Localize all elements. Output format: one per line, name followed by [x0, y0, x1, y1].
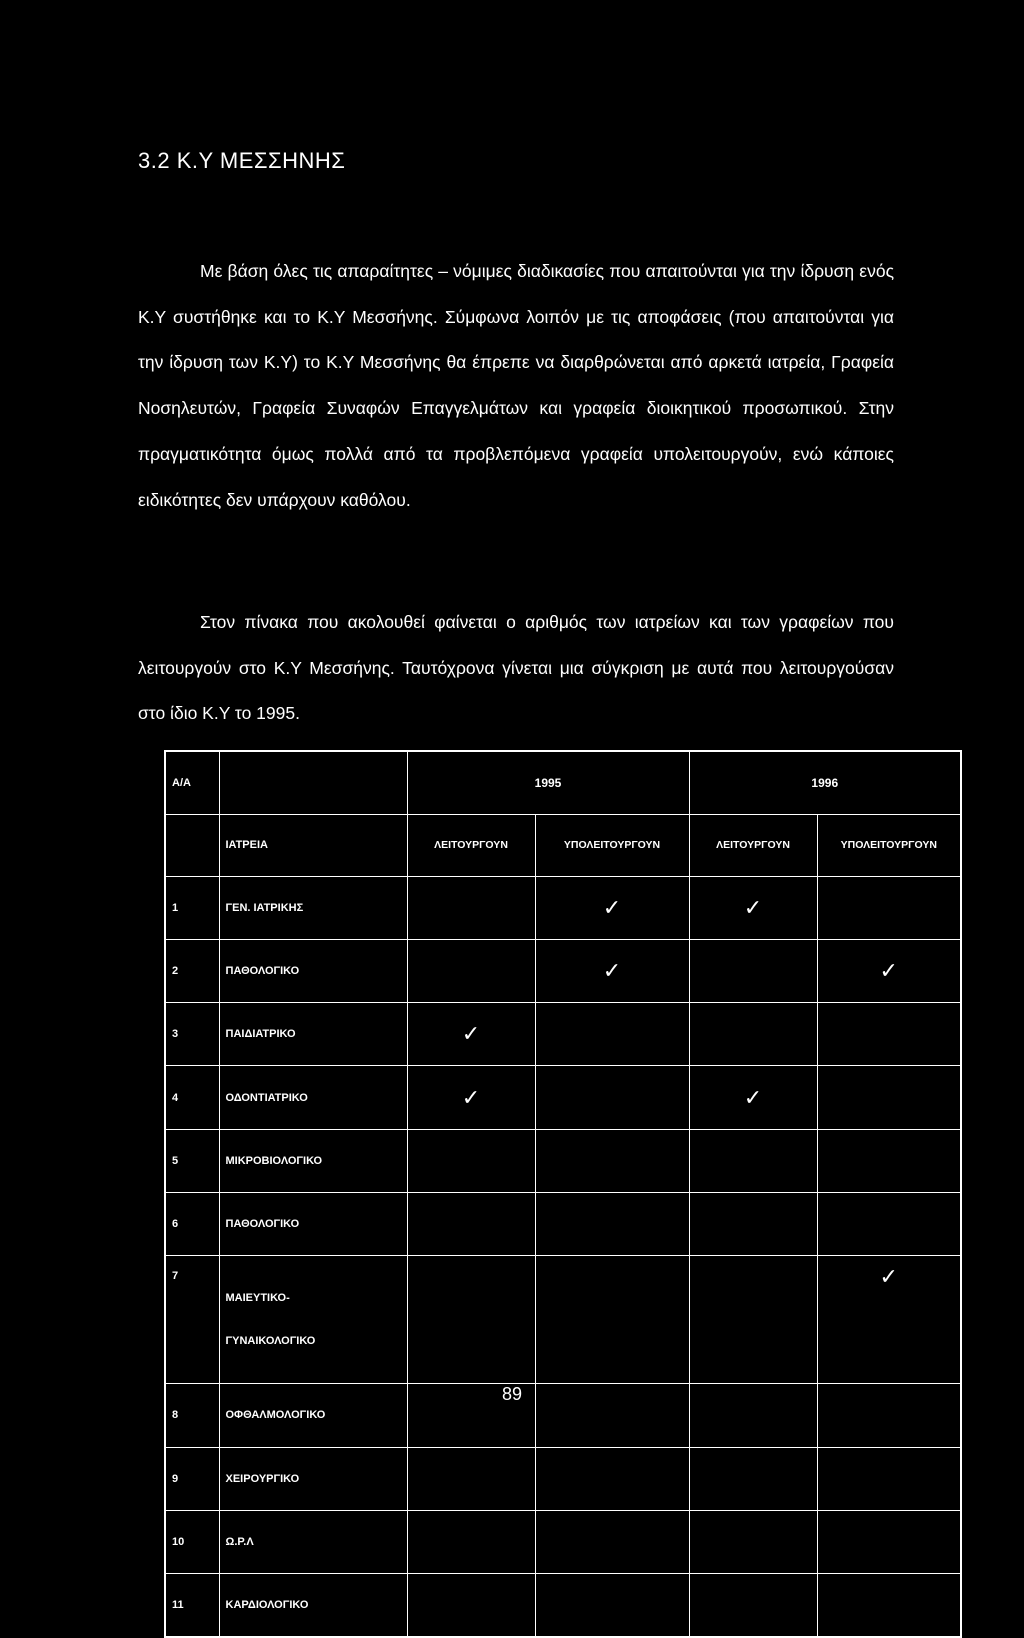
table-row: [165, 1447, 961, 1510]
year-1996-header: 1996: [689, 751, 961, 814]
clinic-name: Ω.Ρ.Λ: [219, 1510, 407, 1573]
clinic-name-line2: ΓΥΝΑΙΚΟΛΟΓΙΚΟ: [225, 1334, 316, 1347]
row-number: 10: [165, 1510, 219, 1573]
clinic-name: ΠΑΙΔΙΑΤΡΙΚΟ: [219, 1003, 407, 1066]
table-row: [165, 1003, 961, 1066]
mark-1995-functioning: [407, 876, 535, 939]
section-heading: 3.2 Κ.Υ ΜΕΣΣΗΝΗΣ: [138, 148, 346, 173]
mark-1996-functioning: [689, 1574, 817, 1637]
mark-1996-functioning: [689, 1256, 817, 1384]
mark-1996-underfunctioning: [817, 1129, 961, 1192]
mark-1995-functioning: [407, 939, 535, 1002]
mark-1996-underfunctioning: [817, 1003, 961, 1066]
mark-1995-functioning: ✓: [407, 1066, 535, 1129]
row-number: 7: [165, 1256, 219, 1384]
row-number: 5: [165, 1129, 219, 1192]
mark-1996-functioning: [689, 1447, 817, 1510]
table-row: [165, 939, 961, 1002]
header-empty-cell: [219, 751, 407, 814]
row-number: 1: [165, 876, 219, 939]
table-row: [165, 1574, 961, 1637]
mark-1996-functioning: [689, 939, 817, 1002]
mark-1996-underfunctioning: ✓: [817, 939, 961, 1002]
clinic-name: ΧΕΙΡΟΥΡΓΙΚΟ: [219, 1447, 407, 1510]
row-number: 2: [165, 939, 219, 1002]
mark-1995-underfunctioning: [535, 1066, 689, 1129]
clinic-name: ΚΑΡΔΙΟΛΟΓΙΚΟ: [219, 1574, 407, 1637]
table-row: [165, 1256, 961, 1384]
mark-1995-functioning: ✓: [407, 1003, 535, 1066]
mark-1995-underfunctioning: [535, 1193, 689, 1256]
mark-1996-underfunctioning: [817, 1510, 961, 1573]
clinic-name: ΟΔΟΝΤΙΑΤΡΙΚΟ: [219, 1066, 407, 1129]
table-row: [165, 1193, 961, 1256]
table-row: [165, 876, 961, 939]
page-number: 89: [501, 1384, 523, 1404]
table-row: [165, 1510, 961, 1573]
functioning-1995-header: ΛΕΙΤΟΥΡΓΟΥΝ: [407, 814, 535, 876]
year-1995-header: 1995: [407, 751, 689, 814]
row-number: 8: [165, 1384, 219, 1447]
mark-1995-underfunctioning: ✓: [535, 939, 689, 1002]
mark-1995-functioning: [407, 1129, 535, 1192]
clinic-name-line1: ΜΑΙΕΥΤΙΚΟ-: [225, 1291, 290, 1304]
mark-1996-functioning: [689, 1510, 817, 1573]
mark-1996-underfunctioning: [817, 1447, 961, 1510]
aa-header: Α/Α: [165, 751, 219, 814]
mark-1996-underfunctioning: [817, 1574, 961, 1637]
intro-paragraph: Με βάση όλες τις απαραίτητες – νόμιμες διαδικασίες που απαιτούνται για την ίδρυση ενός Κ.Υ συστήθηκε και το Κ.Υ Μεσσήνης. Σύμφωνα λοιπόν με τις αποφάσεις (που απαιτούνται για την ίδρυση των Κ.Υ) το Κ.Υ Μεσσήνης θα έπρεπε να διαρθρώνεται από αρκετά ιατρεία, Γραφεία Νοσηλευτών, Γραφεία Συναφών Επαγγελμάτων και γραφεία διοικητικού προσωπικού. Στην πραγματικότητα όμως πολλά από τα προβλεπόμενα γραφεία υπολειτουργούν, ενώ κάποιες ειδικότητες δεν υπάρχουν καθόλου.: [138, 261, 894, 510]
mark-1995-underfunctioning: ✓: [535, 876, 689, 939]
mark-1995-functioning: [407, 1193, 535, 1256]
mark-1996-underfunctioning: [817, 876, 961, 939]
table-row: [165, 1066, 961, 1129]
table-subheader-row: [165, 814, 961, 876]
mark-1995-underfunctioning: [535, 1129, 689, 1192]
subheader-empty-cell: [165, 814, 219, 876]
clinic-name: ΜΙΚΡΟΒΙΟΛΟΓΙΚΟ: [219, 1129, 407, 1192]
clinic-name: ΓΕΝ. ΙΑΤΡΙΚΗΣ: [219, 876, 407, 939]
row-number: 6: [165, 1193, 219, 1256]
table-intro-paragraph: Στον πίνακα που ακολουθεί φαίνεται ο αριθμός των ιατρείων και των γραφείων που λειτουργούν στο Κ.Υ Μεσσήνης. Ταυτόχρονα γίνεται μια σύγκριση με αυτά που λειτουργούσαν στο ίδιο Κ.Υ το 1995.: [138, 612, 894, 724]
mark-1996-functioning: [689, 1129, 817, 1192]
clinic-name: ΠΑΘΟΛΟΓΙΚΟ: [219, 939, 407, 1002]
table-body: [165, 876, 961, 1637]
mark-1996-functioning: ✓: [689, 1066, 817, 1129]
clinic-name: [219, 1256, 407, 1384]
mark-1996-underfunctioning: [817, 1193, 961, 1256]
mark-1995-functioning: [407, 1447, 535, 1510]
clinic-name: ΠΑΘΟΛΟΓΙΚΟ: [219, 1193, 407, 1256]
mark-1995-underfunctioning: [535, 1447, 689, 1510]
underfunctioning-1995-header: ΥΠΟΛΕΙΤΟΥΡΓΟΥΝ: [535, 814, 689, 876]
mark-1995-underfunctioning: [535, 1574, 689, 1637]
mark-1995-functioning: [407, 1574, 535, 1637]
row-number: 3: [165, 1003, 219, 1066]
mark-1996-underfunctioning: ✓: [817, 1256, 961, 1384]
mark-1996-functioning: [689, 1193, 817, 1256]
table-row: [165, 1129, 961, 1192]
mark-1995-underfunctioning: [535, 1256, 689, 1384]
table-header-row: [165, 751, 961, 814]
clinics-comparison-table: [164, 750, 962, 1638]
mark-1995-functioning: [407, 1510, 535, 1573]
mark-1995-underfunctioning: [535, 1003, 689, 1066]
iatreia-header: ΙΑΤΡΕΙΑ: [219, 814, 407, 876]
row-number: 4: [165, 1066, 219, 1129]
mark-1996-underfunctioning: [817, 1066, 961, 1129]
mark-1996-functioning: [689, 1003, 817, 1066]
mark-1996-functioning: ✓: [689, 876, 817, 939]
underfunctioning-1996-header: ΥΠΟΛΕΙΤΟΥΡΓΟΥΝ: [817, 814, 961, 876]
functioning-1996-header: ΛΕΙΤΟΥΡΓΟΥΝ: [689, 814, 817, 876]
mark-1995-functioning: [407, 1256, 535, 1384]
clinic-name: ΟΦΘΑΛΜΟΛΟΓΙΚΟ: [219, 1384, 407, 1447]
row-number: 11: [165, 1574, 219, 1637]
row-number: 9: [165, 1447, 219, 1510]
mark-1995-underfunctioning: [535, 1510, 689, 1573]
